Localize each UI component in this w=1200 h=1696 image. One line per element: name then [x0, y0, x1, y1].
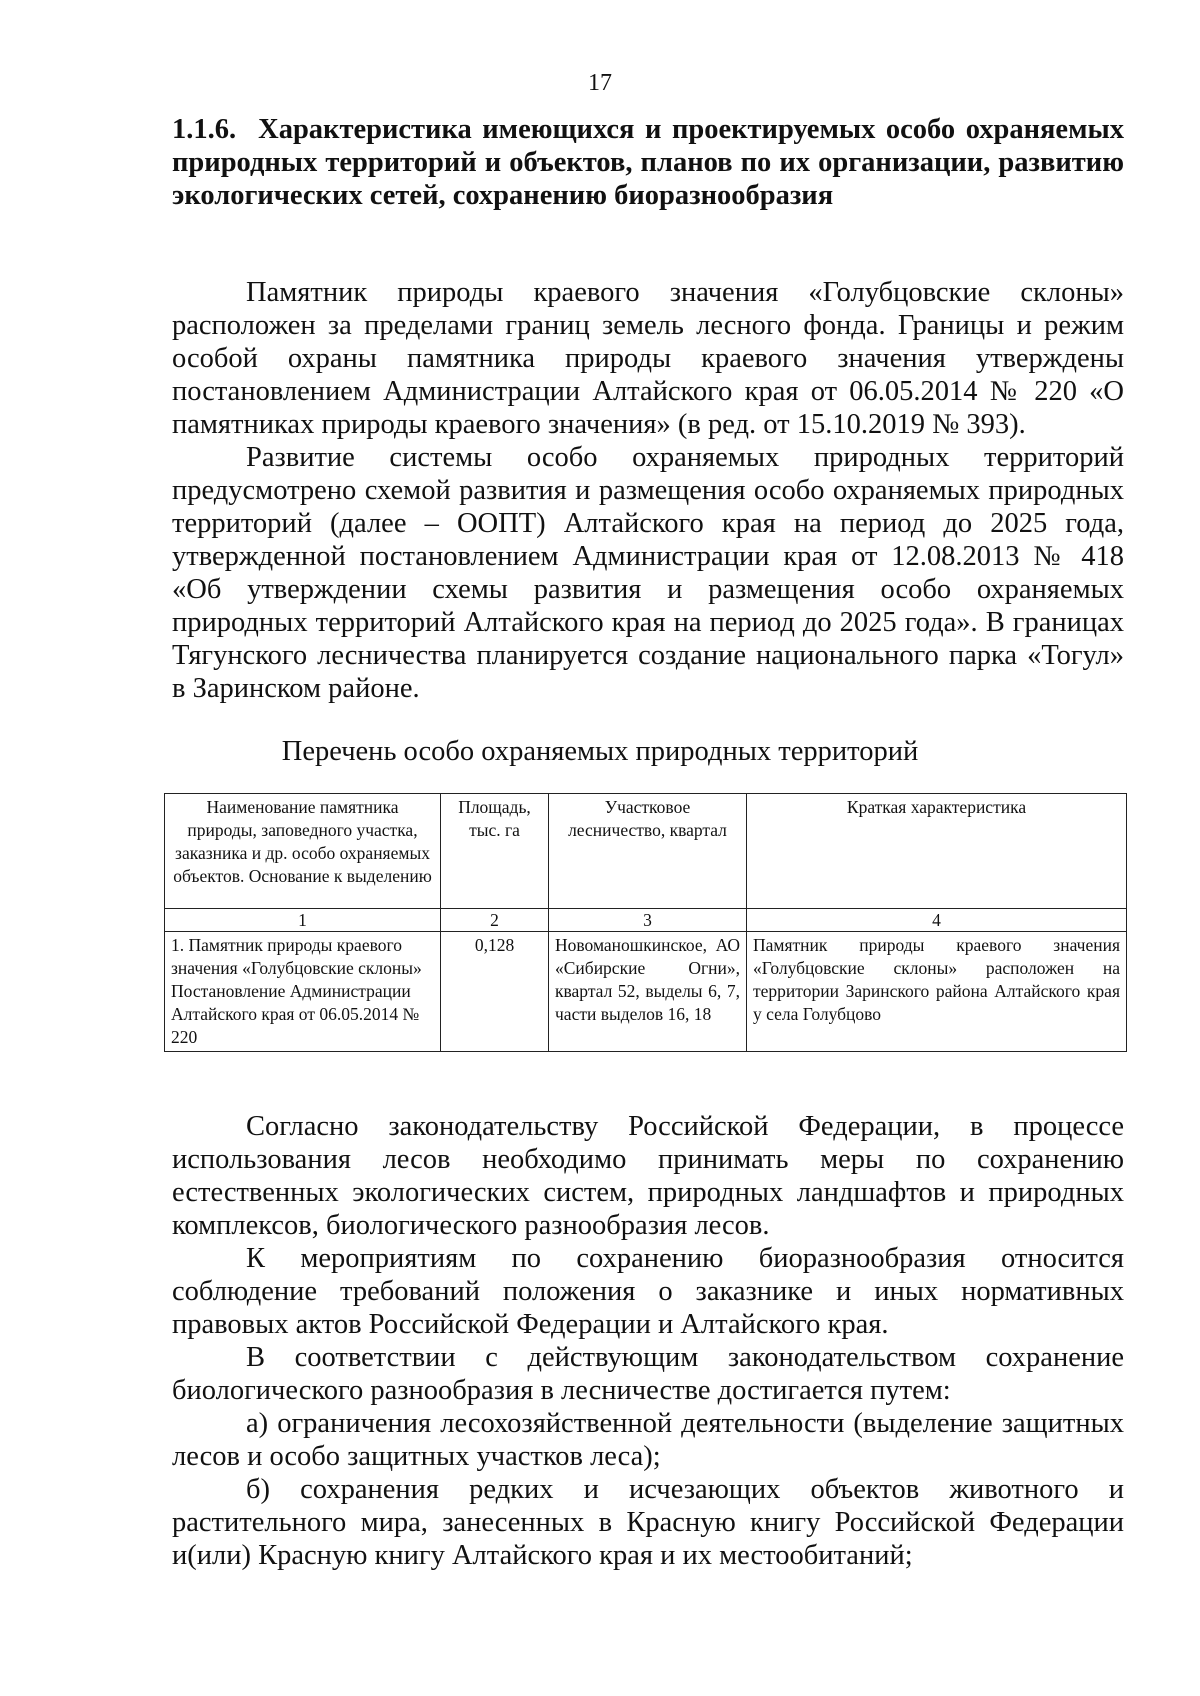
column-number: 1: [165, 909, 441, 932]
biodiversity-text: [172, 1110, 1124, 1572]
area-basis: Постановление Администрации Алтайского края от 06.05.2014 № 220: [171, 981, 420, 1047]
table-caption: Перечень особо охраняемых природных территорий: [281, 736, 919, 767]
area-name: 1. Памятник природы краевого значения «Голубцовские склоны»: [171, 935, 422, 978]
intro-text: [172, 276, 1124, 705]
section-title: Характеристика имеющихся и проектируемых особо охраняемых природных территорий и объектов, планов по их организации, развитию экологических сетей, сохранению биоразнообразия: [172, 114, 1124, 211]
section-heading: [172, 113, 1124, 212]
table-row: [165, 932, 1127, 1052]
table-cell-name: [165, 932, 441, 1052]
table-header-row: [165, 794, 1127, 909]
paragraph: Развитие системы особо охраняемых природных территорий предусмотрено схемой развития и размещения особо охраняемых природных территорий (далее – ООПТ) Алтайского края на период до 2025 года, утвержденной постановлением Администрации края от 12.08.2013 № 418 «Об утверждении схемы развития и размещения особо охраняемых природных территорий Алтайского края на период до 2025 года». В границах Тягунского лесничества планируется создание национального парка «Тогул» в Заринском районе.: [172, 442, 1124, 704]
table-cell-forestry: Новоманошкинское, АО «Сибирские Огни», квартал 52, выделы 6, 7, части выделов 16, 18: [549, 932, 747, 1052]
table-header-name: Наименование памятника природы, заповедного участка, заказника и др. особо охраняемых объектов. Основание к выделению: [165, 794, 441, 909]
paragraph: Памятник природы краевого значения «Голубцовские склоны» расположен за пределами границ земель лесного фонда. Границы и режим особой охраны памятника природы краевого значения утверждены постановлением Администрации Алтайского края от 06.05.2014 № 220 «О памятниках природы краевого значения» (в ред. от 15.10.2019 № 393).: [172, 277, 1124, 440]
list-item: а) ограничения лесохозяйственной деятельности (выделение защитных лесов и особо защитных участков леса);: [172, 1408, 1124, 1472]
table-cell-description: Памятник природы краевого значения «Голубцовские склоны» расположен на территории Заринского района Алтайского края у села Голубцово: [747, 932, 1127, 1052]
column-number: 2: [441, 909, 549, 932]
column-number: 4: [747, 909, 1127, 932]
section-number: 1.1.6.: [172, 114, 237, 145]
protected-areas-table: [164, 793, 1127, 1052]
list-item: б) сохранения редких и исчезающих объектов животного и растительного мира, занесенных в Красную книгу Российской Федерации и(или) Красную книгу Алтайского края и их местообитаний;: [172, 1474, 1124, 1571]
column-number: 3: [549, 909, 747, 932]
table-header-area: Площадь, тыс. га: [441, 794, 549, 909]
paragraph: Согласно законодательству Российской Федерации, в процессе использования лесов необходимо принимать меры по сохранению естественных экологических систем, природных ландшафтов и природных комплексов, биологического разнообразия лесов.: [172, 1111, 1124, 1241]
table-header-description: Краткая характеристика: [747, 794, 1127, 909]
table-cell-area: 0,128: [441, 932, 549, 1052]
page-number: 17: [588, 70, 612, 96]
table-header-forestry: Участковое лесничество, квартал: [549, 794, 747, 909]
table-column-numbers-row: [165, 909, 1127, 932]
paragraph: К мероприятиям по сохранению биоразнообразия относится соблюдение требований положения о заказнике и иных нормативных правовых актов Российской Федерации и Алтайского края.: [172, 1243, 1124, 1340]
paragraph: В соответствии с действующим законодательством сохранение биологического разнообразия в лесничестве достигается путем:: [172, 1342, 1124, 1406]
